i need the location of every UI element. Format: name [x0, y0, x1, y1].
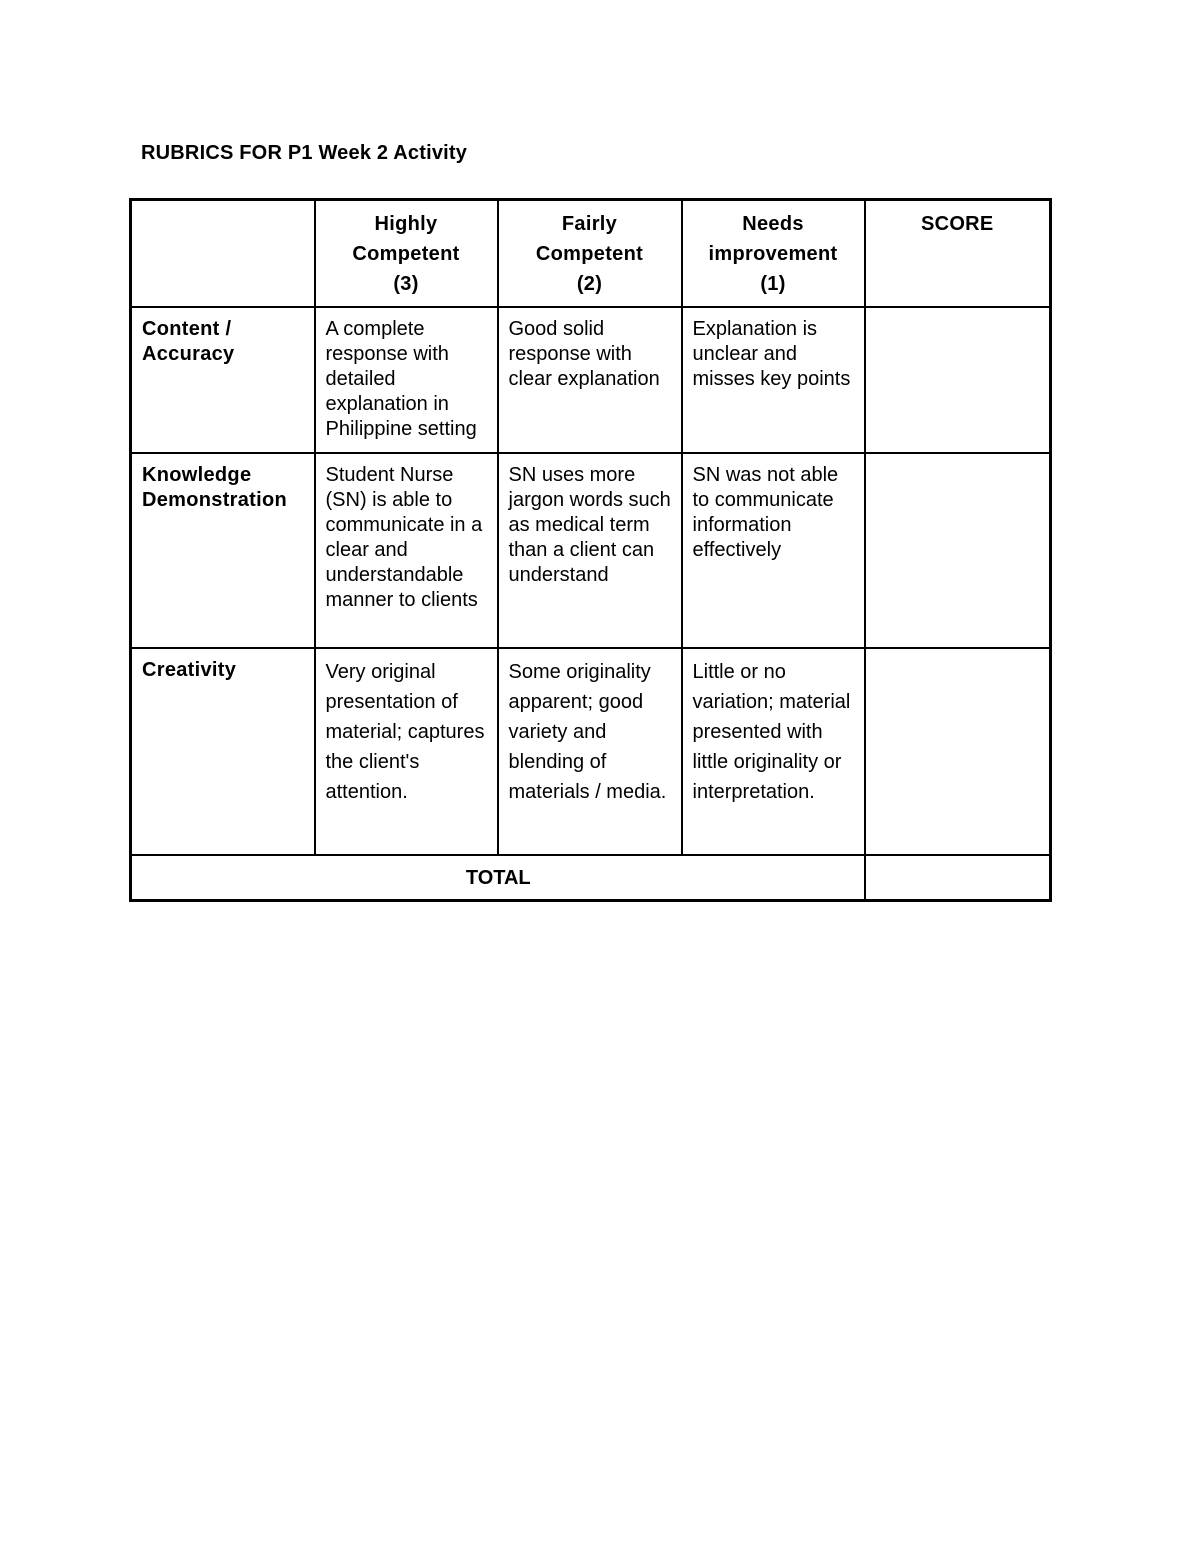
total-label: TOTAL [131, 855, 865, 901]
table-row [131, 453, 1051, 648]
criterion-content-accuracy: Content / Accuracy [131, 307, 315, 453]
header-score: SCORE [865, 200, 1051, 307]
rubric-table [129, 198, 1052, 902]
total-score-cell[interactable] [865, 855, 1051, 901]
descriptor-cell: Very original presentation of material; captures the client's attention. [315, 648, 498, 855]
criterion-header-cell [131, 200, 315, 307]
total-row [131, 855, 1051, 901]
score-cell[interactable] [865, 453, 1051, 648]
header-fairly-competent: Fairly Competent (2) [498, 200, 682, 307]
descriptor-cell: SN uses more jargon words such as medical term than a client can understand [498, 453, 682, 648]
header-row [131, 200, 1051, 307]
score-cell[interactable] [865, 648, 1051, 855]
header-needs-improvement: Needs improvement (1) [682, 200, 865, 307]
criterion-knowledge-demonstration: Knowledge Demonstration [131, 453, 315, 648]
table-row [131, 648, 1051, 855]
header-highly-competent: Highly Competent (3) [315, 200, 498, 307]
score-cell[interactable] [865, 307, 1051, 453]
descriptor-cell: Explanation is unclear and misses key points [682, 307, 865, 453]
descriptor-cell: SN was not able to communicate information effectively [682, 453, 865, 648]
descriptor-cell: Some originality apparent; good variety and blending of materials / media. [498, 648, 682, 855]
descriptor-cell: Little or no variation; material presented with little originality or interpretation. [682, 648, 865, 855]
descriptor-cell: Good solid response with clear explanation [498, 307, 682, 453]
document-title: RUBRICS FOR P1 Week 2 Activity [141, 142, 468, 164]
table-row [131, 307, 1051, 453]
descriptor-cell: A complete response with detailed explanation in Philippine setting [315, 307, 498, 453]
criterion-creativity: Creativity [131, 648, 315, 855]
descriptor-cell: Student Nurse (SN) is able to communicate in a clear and understandable manner to clients [315, 453, 498, 648]
